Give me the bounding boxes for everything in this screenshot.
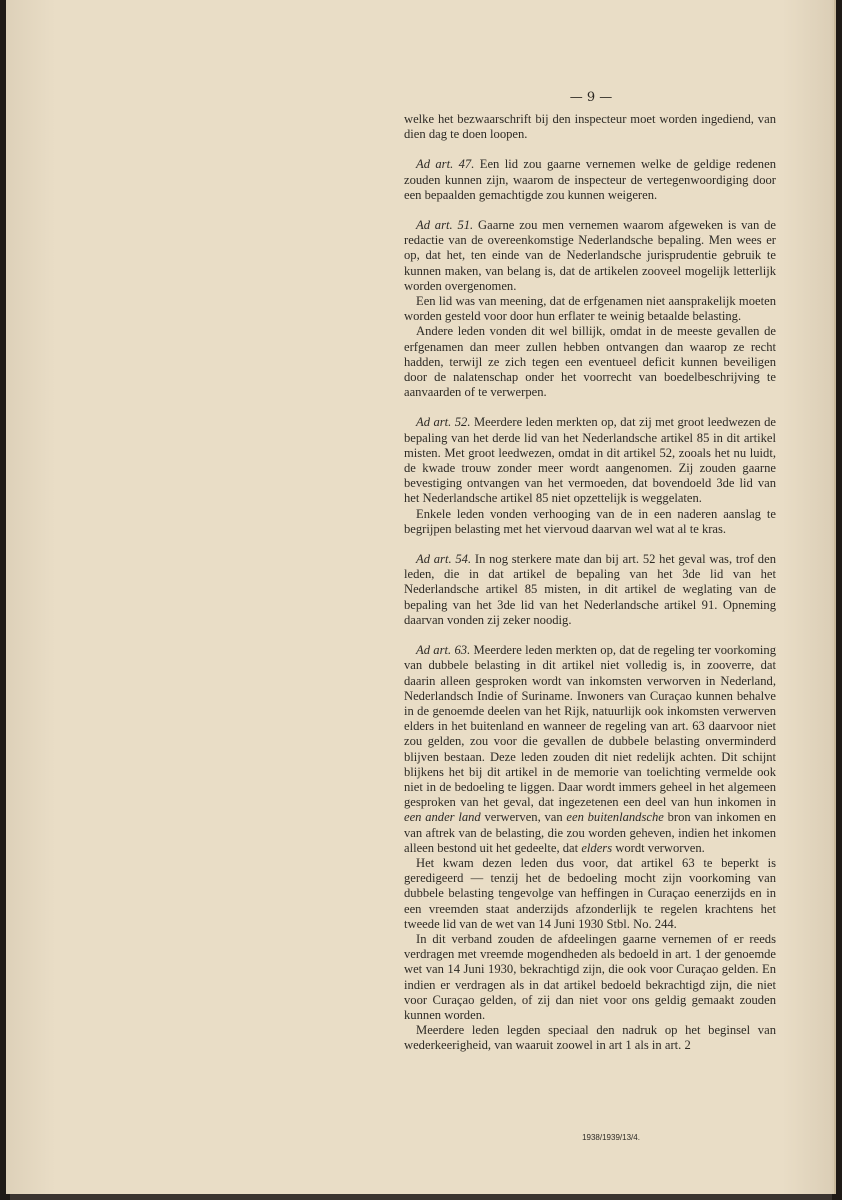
paragraph-text: Meerdere leden merkten op, dat de regeling ter voorkoming van dubbele belasting in dit artikel niet volledig is, in zooverre, dat daarin alleen gesproken wordt van inkomsten verworven in Nederland, Nederlandsch Indie of Suriname. Inwoners van Curaçao kunnen behalve in de genoemde deelen van het Rijk, natuurlijk ook inkomsten verwerven elders in het buitenland en wanneer de regeling van art. 63 daarvoor niet zou gelden, zou voor die gevallen de dubbele belasting onverminderd blijven bestaan. Deze leden zouden dit niet redelijk achten. Dit schijnt blijkens het bij dit artikel in de memorie van toelichting vermelde ook niet in de bedoeling te liggen. Daar wordt immers geheel in het algemeen gesproken van het geval, dat ingezetenen een deel van hun inkomen in: [404, 643, 776, 810]
paragraph: Enkele leden vonden verhooging van de in een naderen aanslag te begrijpen belasting met het viervoud daarvan wel wat al te kras.: [404, 506, 776, 536]
paragraph-text: Gaarne zou men vernemen waarom afgeweken is van de redactie van de overeenkomstige Nederlandsche bepaling. Men wees er op, dat het, ten einde van de Nederlandsche jurisprudentie gebruik te kunnen maken, van belang is, dat de artikelen zooveel mogelijk letterlijk worden overgenomen.: [404, 218, 777, 293]
emphasis-text: elders: [581, 840, 613, 855]
paragraph-text: Meerdere leden merkten op, dat zij met groot leedwezen de bepaling van het derde lid van het Nederlandsche artikel 85 in dit artikel misten. Met groot leedwezen, omdat in dit artikel 52, zooals het nu luidt, de kwade trouw zonder meer wordt aangenomen. Zij zouden gaarne bevestiging ontvangen van het vermoeden, dat bovendoeld 3de lid van het Nederlandsche artikel 85 niet opzettelijk is weggelaten.: [404, 415, 776, 506]
document-page: [6, 0, 832, 1194]
page-number: — 9 —: [569, 90, 613, 105]
paragraph-text: bron van inkomen en van aftrek van de belasting, die zou worden geheven, indien het inkomen alleen bestond uit het gedeelte, dat: [404, 810, 777, 855]
emphasis-text: een buitenlandsche: [566, 810, 664, 825]
document-reference-footer: 1938/1939/13/4.: [582, 1133, 640, 1142]
article-reference: Ad art. 63.: [416, 643, 471, 658]
paragraph-text: Een lid zou gaarne vernemen welke de geldige redenen zouden kunnen zijn, waarom de inspecteur de vertegenwoordiging door een bepaalden gemachtigde zou kunnen weigeren.: [404, 157, 776, 202]
paragraph: In dit verband zouden de afdeelingen gaarne vernemen of er reeds verdragen met vreemde mogendheden als bedoeld in art. 1 der genoemde wet van 14 Juni 1930, bekrachtigd zijn, die ook voor Curaçao gelden. En indien er verdragen als in dat artikel bedoeld bekrachtigd zijn, die niet voor Curaçao gelden, of zij dan niet voor ons geldig gemaakt zouden kunnen worden.: [404, 931, 776, 1022]
emphasis-text: een ander land: [404, 810, 481, 825]
paragraph: Het kwam dezen leden dus voor, dat artikel 63 te beperkt is geredigeerd — tenzij het de bedoeling mocht zijn voorkoming van dubbele belasting tengevolge van heffingen in Curaçao eenerzijds en in een vreemden staat anderzijds afzonderlijk te regelen krachtens het tweede lid van de wet van 14 Juni 1930 Stbl. No. 244.: [404, 855, 776, 931]
paragraph-art-51: [404, 218, 776, 294]
paragraph-art-47: [404, 157, 776, 203]
paragraph-art-54: [404, 552, 776, 628]
paragraph-text: In nog sterkere mate dan bij art. 52 het geval was, trof den leden, die in dat artikel de bepaling van het 3de lid van het Nederlandsche artikel 85 misten, in dit artikel de weglating van de bepaling van het 3de lid van het Nederlandsche artikel 91. Opneming daarvan vonden zij zeker noodig.: [404, 552, 776, 627]
paragraph: Een lid was van meening, dat de erfgenamen niet aansprakelijk moeten worden gesteld voor door hun erflater te weinig betaalde belasting.: [404, 294, 776, 324]
paragraph: Andere leden vonden dit wel billijk, omdat in de meeste gevallen de erfgenamen dan meer zullen hebben ontvangen dan waarop ze recht hadden, terwijl ze zich tegen een eventueel deficit kunnen beveiligen door de nalatenschap onder het voorrecht van boedelbeschrijving te aanvaarden of te verwerpen.: [404, 324, 776, 400]
paragraph-text: wordt verworven.: [615, 840, 705, 855]
paragraph-art-63: [404, 643, 776, 856]
paragraph-continuation: welke het bezwaarschrift bij den inspecteur moet worden ingediend, van dien dag te doen loopen.: [404, 112, 776, 142]
paragraph-text: verwerven, van: [484, 810, 563, 825]
page-text-column: [404, 112, 776, 1054]
paragraph-art-52: [404, 415, 776, 506]
article-reference: Ad art. 54.: [416, 552, 472, 567]
paragraph: Meerdere leden legden speciaal den nadruk op het beginsel van wederkeerigheid, van waaruit zoowel in art 1 als in art. 2: [404, 1023, 776, 1053]
article-reference: Ad art. 47.: [416, 157, 475, 172]
article-reference: Ad art. 51.: [416, 218, 474, 233]
article-reference: Ad art. 52.: [416, 415, 471, 430]
right-dark-border: [832, 0, 842, 1200]
